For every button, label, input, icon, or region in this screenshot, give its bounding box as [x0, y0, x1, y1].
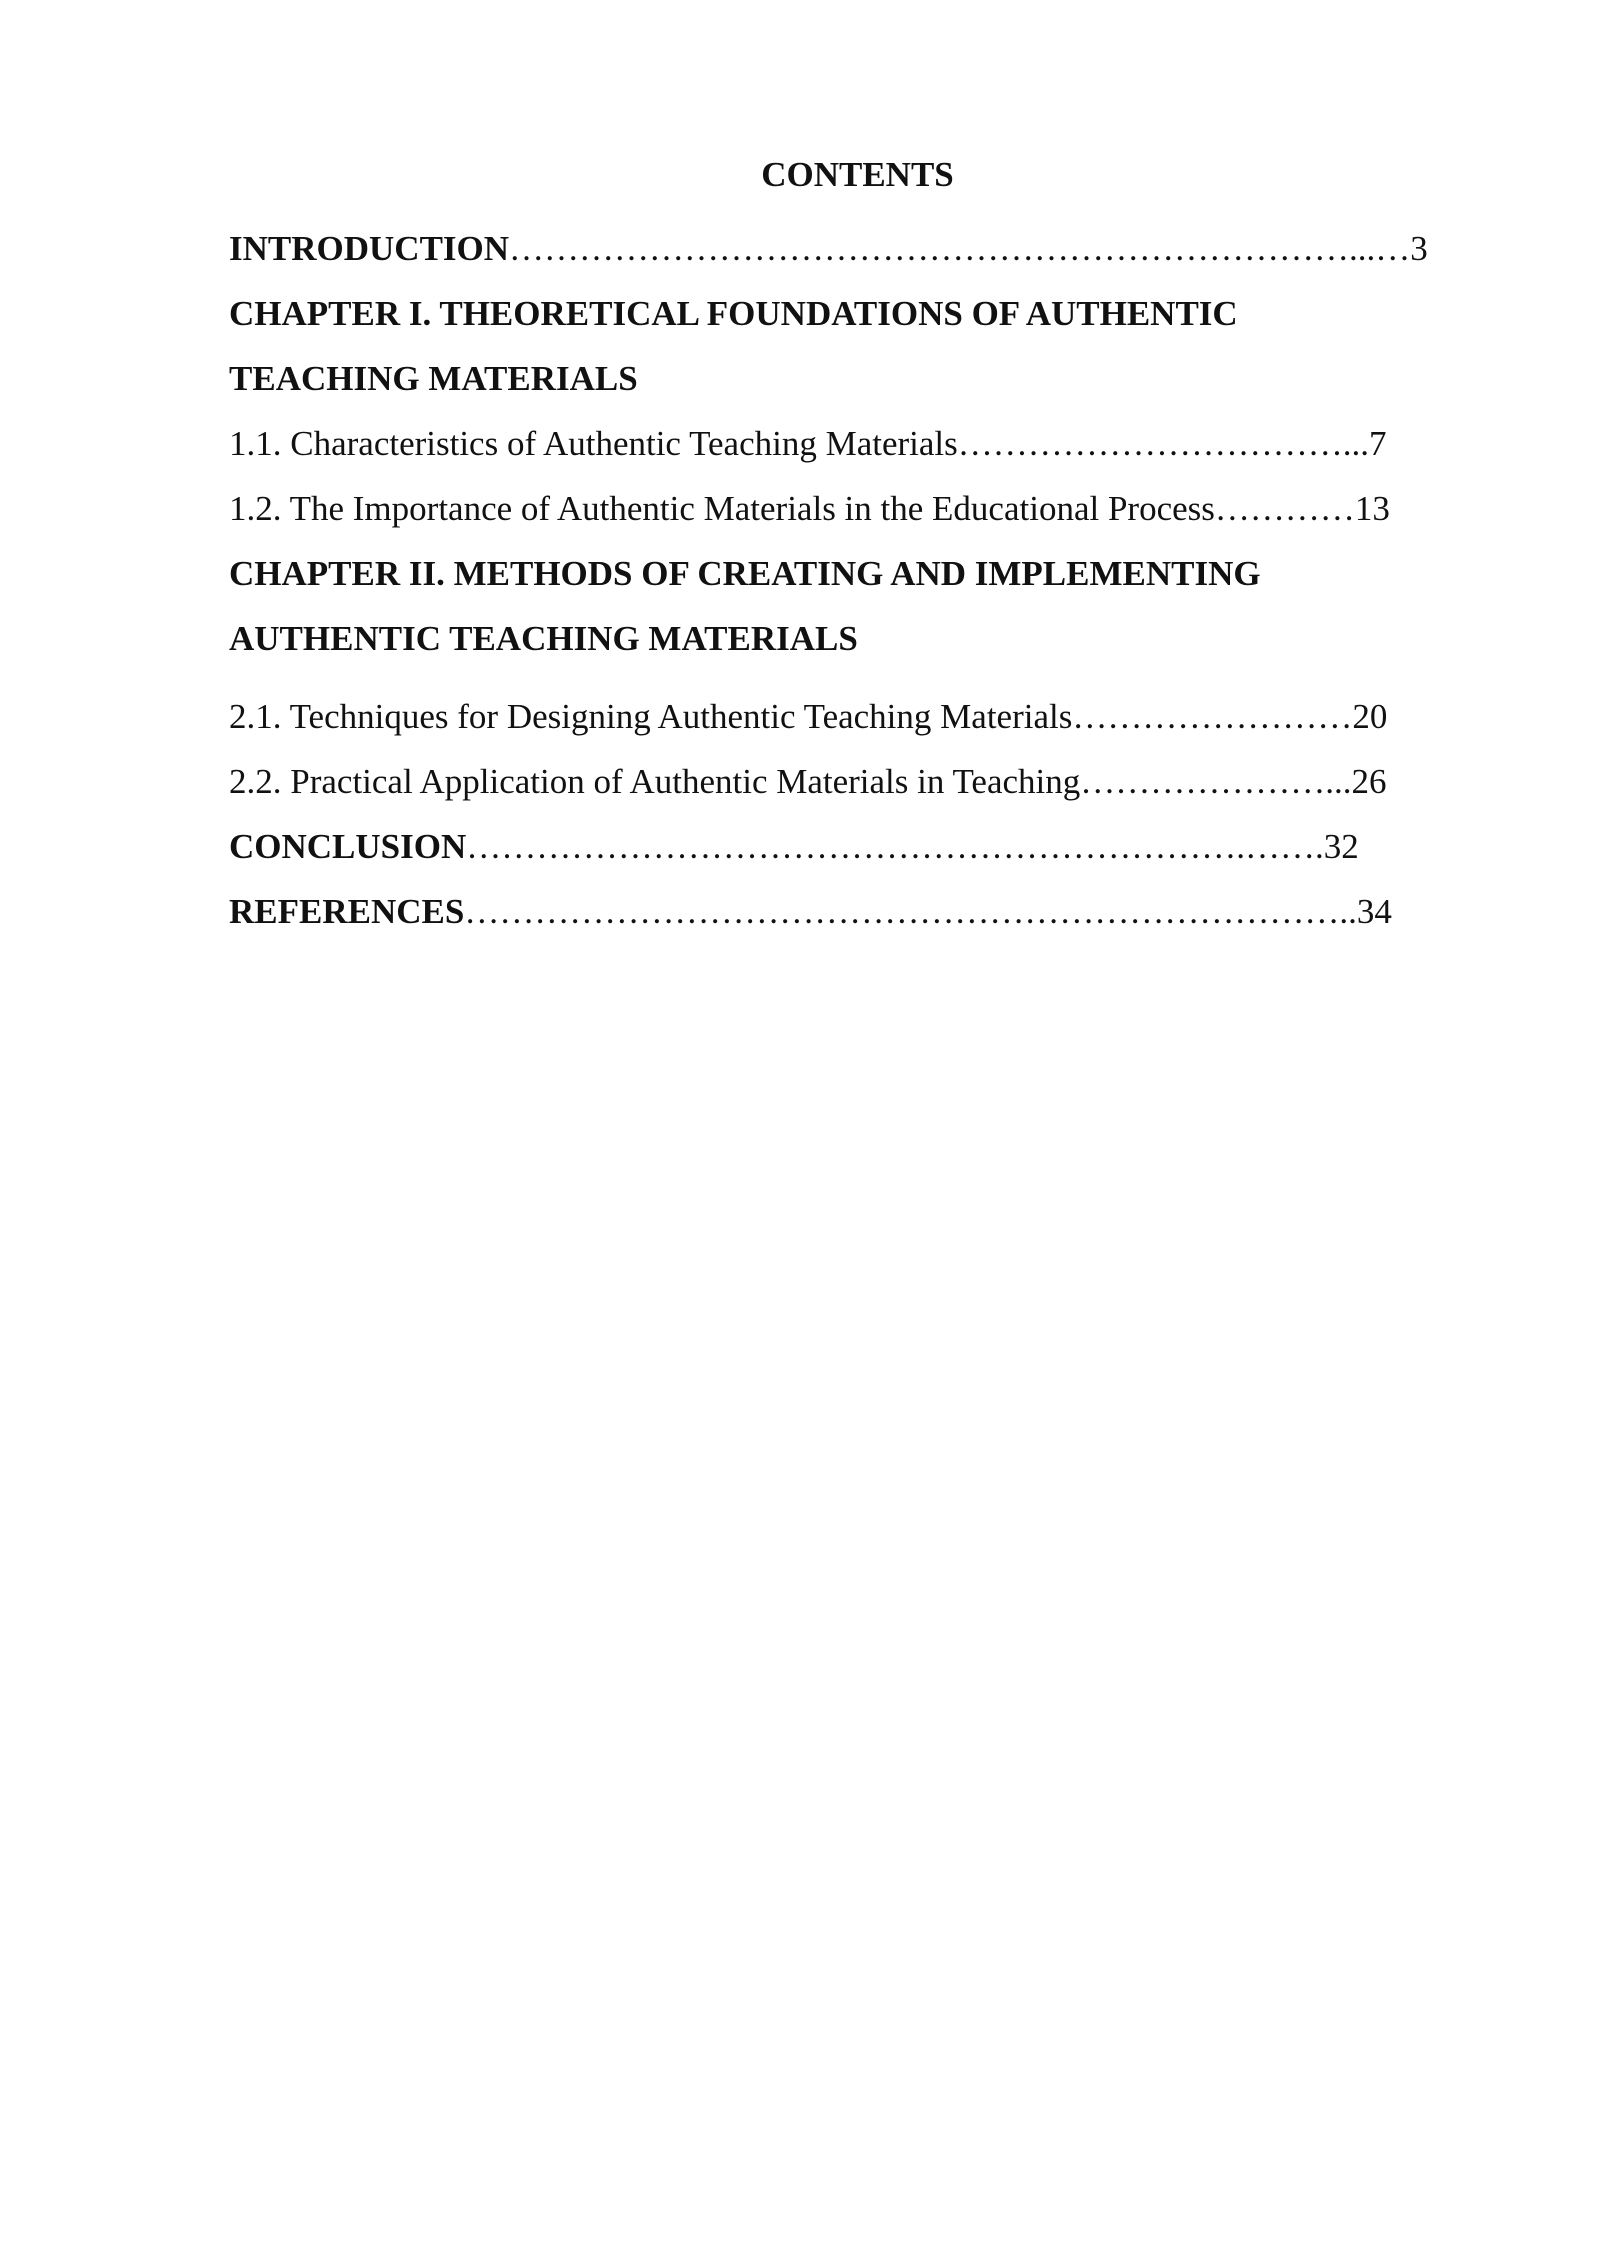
- toc-entry-chapter-2-line-2: [229, 606, 1484, 671]
- toc-entry-label: 1.2. The Importance of Authentic Materials in the Educational Process: [229, 489, 1215, 528]
- toc-dot-leader: …………………………………………………………………..: [464, 892, 1357, 931]
- toc-entry-label: REFERENCES: [229, 892, 465, 931]
- toc-entry-label: AUTHENTIC TEACHING MATERIALS: [229, 619, 858, 658]
- toc-page-number: 20: [1352, 697, 1388, 736]
- toc-dot-leader: ………………………………………………………………...…: [509, 229, 1411, 268]
- toc-entry-label: INTRODUCTION: [229, 229, 510, 268]
- toc-entry-label: CHAPTER II. METHODS OF CREATING AND IMPLEMENTING: [229, 554, 1261, 593]
- toc-page-number: 32: [1323, 827, 1359, 866]
- toc-dot-leader: ……………………: [1072, 697, 1353, 736]
- toc-entry-chapter-1-line-2: [229, 346, 1484, 411]
- toc-dot-leader: …………: [1214, 489, 1355, 528]
- toc-entry-chapter-1-line-1: [229, 281, 1484, 346]
- toc-entry-label: 2.1. Techniques for Designing Authentic Teaching Materials: [229, 697, 1073, 736]
- toc-entry-label: 1.1. Characteristics of Authentic Teaching Materials: [229, 424, 958, 463]
- toc-dot-leader: ………………………………………………………….…….: [466, 827, 1324, 866]
- table-of-contents: [229, 150, 1484, 944]
- toc-dot-leader: ……………………………...: [957, 424, 1370, 463]
- toc-dot-leader: …………………...: [1080, 762, 1352, 801]
- toc-entry-label: TEACHING MATERIALS: [229, 359, 638, 398]
- toc-entry-section-1-1: [229, 411, 1484, 476]
- toc-entry-label: CONCLUSION: [229, 827, 467, 866]
- toc-page-number: 13: [1354, 489, 1390, 528]
- toc-entry-chapter-2-line-1: [229, 541, 1484, 606]
- toc-entry-label: CHAPTER I. THEORETICAL FOUNDATIONS OF AUTHENTIC: [229, 294, 1238, 333]
- contents-heading: CONTENTS: [761, 155, 954, 194]
- toc-entry-section-2-2: [229, 749, 1484, 814]
- toc-page-number: 3: [1410, 229, 1428, 268]
- toc-entry-section-1-2: [229, 476, 1484, 541]
- toc-entry-conclusion: [229, 814, 1484, 879]
- toc-page-number: 7: [1369, 424, 1387, 463]
- toc-entry-references: [229, 879, 1484, 944]
- toc-entry-label: 2.2. Practical Application of Authentic Materials in Teaching: [229, 762, 1081, 801]
- toc-entry-section-2-1: [229, 684, 1484, 749]
- toc-page-number: 26: [1351, 762, 1387, 801]
- toc-page-number: 34: [1356, 892, 1392, 931]
- toc-entry-introduction: [229, 216, 1484, 281]
